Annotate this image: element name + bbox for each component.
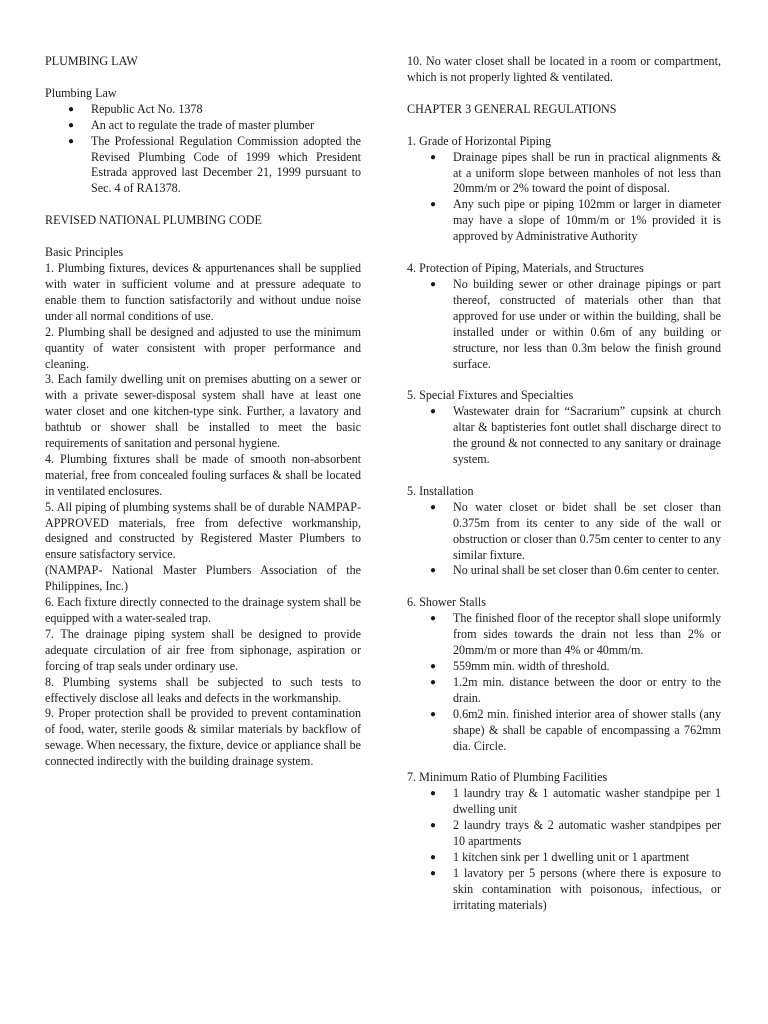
list-item (45, 102, 361, 118)
list-item (407, 404, 721, 468)
principle-paragraph: 10. No water closet shall be located in a room or compartment, which is not properly lighted & ventilated. (407, 54, 721, 84)
bullet-icon: ● (429, 613, 437, 625)
principle-paragraph: 2. Plumbing shall be designed and adjusted to use the minimum quantity of water consistent with proper performance and cleaning. (45, 324, 361, 371)
principle-paragraph: 8. Plumbing systems shall be subjected to such tests to effectively disclose all leaks and defects in the workmanship. (45, 674, 361, 705)
section-heading-plumbing-law: Plumbing Law (45, 85, 117, 100)
list-item (407, 866, 721, 914)
principle-paragraph: 3. Each family dwelling unit on premises abutting on a sewer or with a private sewer-disposal system shall have at least one water closet and one kitchen-type sink. Further, a lavatory and bathtub or shower shall be installed to meet the basic requirements of sanitation and personal hygiene. (45, 372, 361, 451)
list-item (407, 659, 721, 675)
basic-principles-heading: Basic Principles (45, 245, 124, 260)
left-column (45, 54, 361, 770)
list-item (407, 611, 721, 659)
list-item (407, 563, 721, 579)
bullet-icon: ● (429, 406, 437, 418)
bullet-icon: ● (429, 151, 437, 163)
list-item-text: 1 lavatory per 5 persons (where there is exposure to skin contamination with poisonous, infectious, or irritating materials) (453, 865, 721, 912)
bullet-icon: ● (429, 708, 437, 720)
section-heading: 7. Minimum Ratio of Plumbing Facilities (407, 770, 608, 785)
section-list (407, 786, 721, 913)
bullet-icon: ● (429, 676, 437, 688)
principle-paragraph: 7. The drainage piping system shall be designed to provide adequate circulation of air free from siphonage, aspiration or forcing of trap seals under ordinary use. (45, 626, 361, 673)
bullet-icon: ● (429, 867, 437, 879)
bullet-icon: ● (429, 820, 437, 832)
list-item (407, 150, 721, 198)
code-title: REVISED NATIONAL PLUMBING CODE (45, 213, 262, 228)
list-item (45, 118, 361, 134)
section-list (407, 277, 721, 372)
section-list (407, 150, 721, 245)
list-item-text: Republic Act No. 1378 (91, 101, 203, 116)
bullet-icon: ● (67, 135, 75, 147)
list-item (407, 277, 721, 372)
bullet-icon: ● (429, 851, 437, 863)
list-item-text: No urinal shall be set closer than 0.6m center to center. (453, 563, 719, 578)
section-list (407, 611, 721, 754)
list-item-text: The Professional Regulation Commission adopted the Revised Plumbing Code of 1999 which President Estrada approved last December 21, 1999 pursuant to Sec. 4 of RA1378. (91, 133, 361, 196)
section-heading: 5. Special Fixtures and Specialties (407, 388, 574, 403)
principle-paragraph: 9. Proper protection shall be provided to prevent contamination of food, water, sterile goods & similar materials by backflow of sewage. When necessary, the fixture, device or appliance shall be connected indirectly with the building drainage system. (45, 706, 361, 769)
principle-paragraph: 5. All piping of plumbing systems shall be of durable NAMPAP-APPROVED materials, free from defective workmanship, designed and constructed by Registered Master Plumbers to ensure satisfactory service. (45, 499, 361, 562)
principle-paragraph: 4. Plumbing fixtures shall be made of smooth non-absorbent material, free from concealed fouling surfaces & shall be located in ventilated enclosures. (45, 451, 361, 498)
list-item (45, 134, 361, 198)
list-item-text: 0.6m2 min. finished interior area of shower stalls (any shape) & shall be capable of encompassing a 762mm dia. Circle. (453, 706, 721, 753)
list-item (407, 786, 721, 818)
list-item (407, 818, 721, 850)
document-title: PLUMBING LAW (45, 54, 138, 68)
principle-paragraph: 1. Plumbing fixtures, devices & appurtenances shall be supplied with water in sufficient volume and at pressure adequate to enable them to function satisfactorily and without undue noise under all normal conditions of use. (45, 261, 361, 323)
section-heading: 4. Protection of Piping, Materials, and Structures (407, 261, 644, 276)
list-item-text: An act to regulate the trade of master plumber (91, 117, 314, 132)
list-item-text: 2 laundry trays & 2 automatic washer standpipes per 10 apartments (453, 818, 721, 849)
section-heading: 1. Grade of Horizontal Piping (407, 133, 552, 148)
section-heading: 6. Shower Stalls (407, 595, 486, 610)
list-item-text: No water closet or bidet shall be set closer than 0.375m from its center to any side of the wall or obstruction or closer than 0.75m center to center to any similar fixture. (453, 499, 721, 562)
list-item-text: 1 laundry tray & 1 automatic washer standpipe per 1 dwelling unit (453, 786, 721, 817)
nampap-note: (NAMPAP- National Master Plumbers Association of the Philippines, Inc.) (45, 563, 361, 594)
list-item-text: 1.2m min. distance between the door or entry to the drain. (453, 674, 721, 705)
list-item-text: 1 kitchen sink per 1 dwelling unit or 1 apartment (453, 849, 690, 864)
bullet-icon: ● (67, 103, 75, 115)
list-item (407, 197, 721, 245)
list-item (407, 850, 721, 866)
list-item-text: Any such pipe or piping 102mm or larger in diameter may have a slope of 10mm/m or 1% provided it is approved by Administrative Authority (453, 197, 721, 244)
list-item-text: Drainage pipes shall be run in practical alignments & at a uniform slope between manholes of not less than 20mm/m or 2% toward the point of disposal. (453, 149, 721, 196)
bullet-icon: ● (429, 661, 437, 672)
bullet-icon: ● (67, 119, 75, 131)
right-column (407, 54, 721, 914)
list-item (407, 500, 721, 564)
section-list (407, 404, 721, 468)
list-item-text: Wastewater drain for “Sacrarium” cupsink at church altar & baptisteries font outlet shall discharge direct to the ground & not connected to any sanitary or drainage system. (453, 404, 721, 467)
bullet-icon: ● (429, 565, 437, 577)
bullet-icon: ● (429, 501, 437, 513)
list-item (407, 675, 721, 707)
list-item-text: 559mm min. width of threshold. (453, 659, 610, 673)
principle-paragraph: 6. Each fixture directly connected to the drainage system shall be equipped with a water-sealed trap. (45, 595, 361, 625)
list-item (407, 707, 721, 755)
chapter-title: CHAPTER 3 GENERAL REGULATIONS (407, 101, 617, 116)
list-item-text: The finished floor of the receptor shall slope uniformly from sides towards the drain not less than 2% or 20mm/m or more than 4% or 40mm/m. (453, 611, 721, 658)
list-item-text: No building sewer or other drainage pipings or part thereof, constructed of materials other than that approved for use under or within the building, shall be installed under or within 0.6m of any building or structure, nor less than 0.3m below the finish ground surface. (453, 276, 721, 371)
bullet-icon: ● (429, 788, 437, 800)
section-heading: 5. Installation (407, 483, 474, 498)
bullet-icon: ● (429, 278, 437, 290)
bullet-icon: ● (429, 199, 437, 211)
section-list (407, 500, 721, 580)
plumbing-law-list (45, 102, 361, 197)
